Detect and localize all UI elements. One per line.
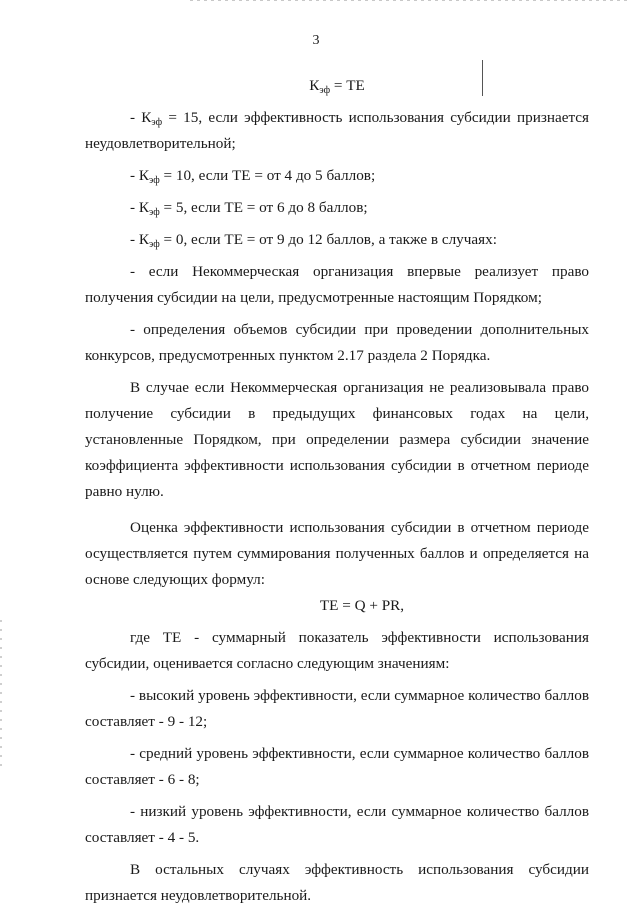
where-te: где ТЕ - суммарный показатель эффективности использования субсидии, оценивается согласно следующим значениям: <box>85 629 589 672</box>
level-low: - низкий уровень эффективности, если суммарное количество баллов составляет - 4 - 5. <box>85 803 589 846</box>
case-first-time: - если Некоммерческая организация впервые реализует право получения субсидии на цели, предусмотренные настоящим Порядком; <box>85 263 589 306</box>
page-number: 3 <box>312 33 320 48</box>
item-k15: - $К_{эф} = 15$, если эффективность использования субсидии признается неудовлетворительной; <box>85 109 589 152</box>
level-high: - высокий уровень эффективности, если суммарное количество баллов составляет - 9 - 12; <box>85 687 589 730</box>
formula-te: ТЕ = Q + PR, <box>319 597 405 614</box>
item-k10: - $К_{эф} = 10$, если ТЕ = от 4 до 5 баллов; <box>130 167 376 186</box>
paragraph-assessment: Оценка эффективности использования субсидии в отчетном периоде осуществляется путем суммирования полученных баллов и определяется на основе следующих формул: <box>85 519 589 588</box>
paragraph-not-realized: В случае если Некоммерческая организация не реализовывала право получение субсидии в предыдущих финансовых годах на цели, установленные Порядком, при определении размера субсидии значение коэффициента эффективности использования субсидии в отчетном периоде равно нулю. <box>85 379 589 500</box>
scan-artifact-top <box>190 0 630 1</box>
paragraph-other-cases: В остальных случаях эффективность использования субсидии признается неудовлетворительной. <box>85 861 589 904</box>
item-k0: - $К_{эф} = 0$, если ТЕ = от 9 до 12 баллов, а также в случаях: <box>130 231 497 250</box>
case-additional-contests: - определения объемов субсидии при проведении дополнительных конкурсов, предусмотренных пунктом 2.17 раздела 2 Порядка. <box>85 321 589 364</box>
formula-k-ef: $К_{эф}$ = ТЕ <box>309 77 365 96</box>
scan-artifact-left <box>0 620 2 770</box>
item-k5: - $К_{эф} = 5$, если ТЕ = от 6 до 8 баллов; <box>130 199 368 218</box>
document-body <box>85 73 589 909</box>
level-mid: - средний уровень эффективности, если суммарное количество баллов составляет - 6 - 8; <box>85 745 589 788</box>
